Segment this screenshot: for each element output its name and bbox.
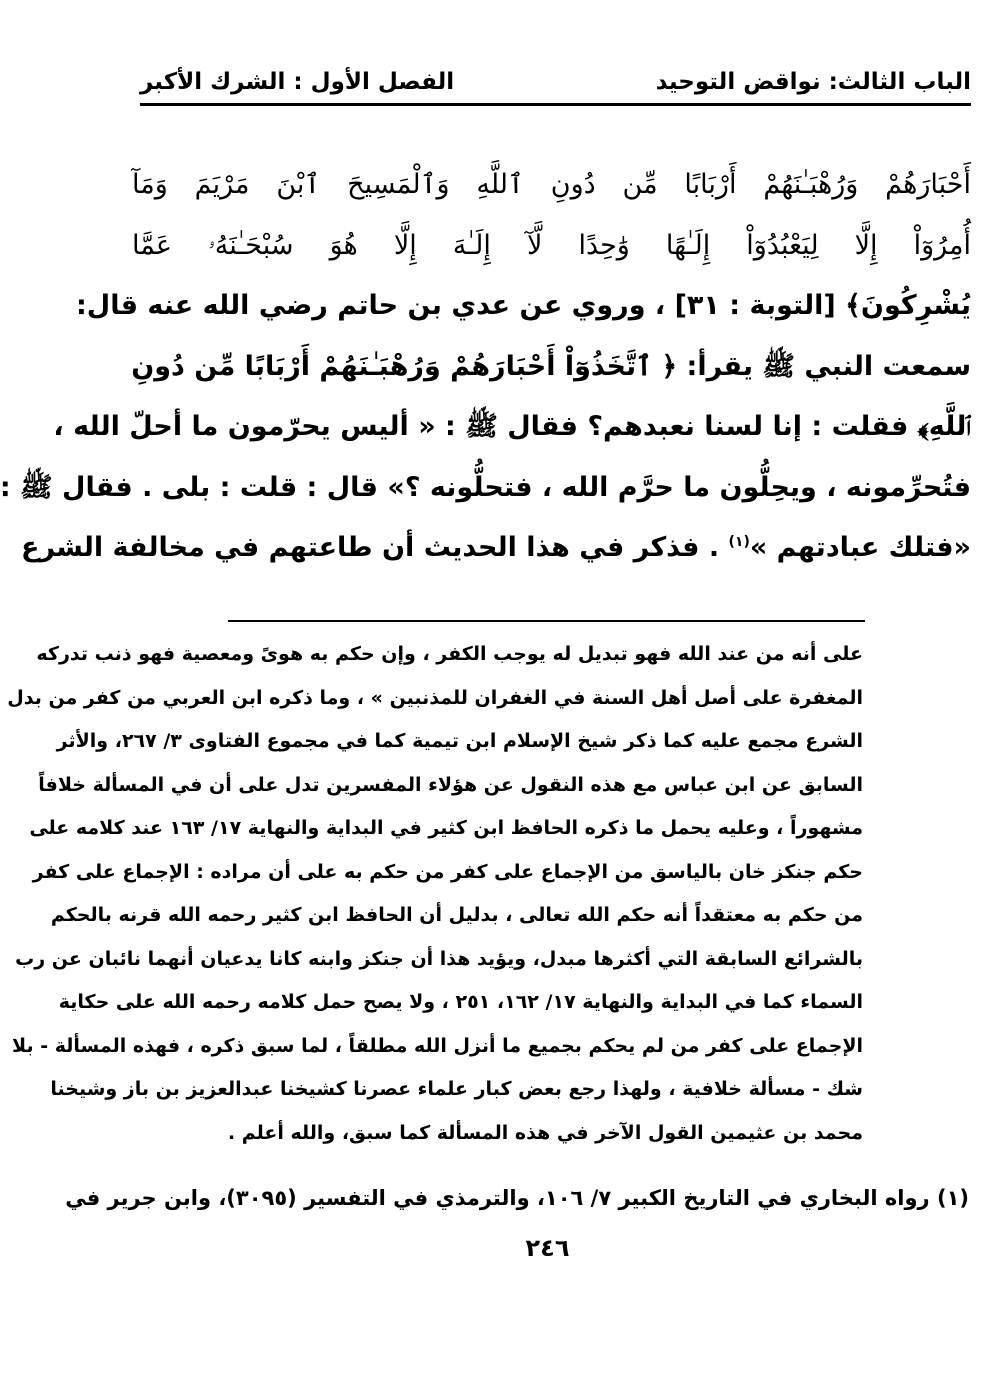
- header-divider: [140, 103, 971, 106]
- hadith-quote: «فتلك عبادتهم »: [749, 532, 971, 563]
- text-line: يُشْرِكُونَ﴾ [التوبة : ٣١] ، وروي عن عدي بن حاتم رضي الله عنه قال:: [75, 290, 971, 321]
- footnote-line: بالشرائع السابقة التي أكثرها مبدل، ويؤيد هذا أن جنكز وابنه كانا يدعيان أنهما نائبان عن رب: [15, 947, 863, 970]
- footnote-line: من حكم به معتقداً أنه حكم الله تعالى ، بدليل أن الحافظ ابن كثير رحمه الله قرنه بالحكم: [50, 904, 863, 926]
- footnote-line: حكم جنكز خان بالياسق من الإجماع على كفر من حكم به على أن مراده : الإجماع على كفر: [32, 860, 863, 883]
- chapter-title: الباب الثالث: نواقض التوحيد: [655, 69, 971, 95]
- footnote-divider: [228, 620, 865, 622]
- text-line: أَحْبَارَهُمْ وَرُهْبَـٰنَهُمْ أَرْبَابًا مِّن دُونِ ٱللَّهِ وَٱلْمَسِيحَ ٱبْنَ مَرْيَمَ وَمَآ: [132, 169, 971, 200]
- main-text: [0, 155, 971, 579]
- running-header: [140, 62, 971, 102]
- text-line: [21, 518, 971, 579]
- page-number: ٢٤٦: [525, 1234, 570, 1262]
- footnote-line: الشرع مجمع عليه كما ذكر شيخ الإسلام ابن تيمية كما في مجموع الفتاوى ٣/ ٢٦٧، والأثر: [56, 730, 863, 752]
- text-line: أُمِرُوٓاْ إِلَّا لِيَعْبُدُوٓاْ إِلَـٰهًا وَٰحِدًا لَّآ إِلَـٰهَ إِلَّا هُوَ سُبْحَـٰنَهُۥ عَمَّا: [132, 229, 971, 261]
- text-line: سمعت النبي ﷺ يقرأ: ﴿ ٱتَّخَذُوٓاْ أَحْبَارَهُمْ وَرُهْبَـٰنَهُمْ أَرْبَابًا مِّن دُونِ: [131, 350, 971, 382]
- footnote-line: المغفرة على أصل أهل السنة في الغفران للمذنبين » ، وما ذكره ابن العربي من كفر من بدل: [7, 686, 863, 709]
- footnotes-continued: [7, 633, 863, 1155]
- text-line: ٱللَّهِ﴾ فقلت : إنا لسنا نعبدهم؟ فقال ﷺ : « أليس يحرّمون ما أحلّ الله ،: [53, 411, 971, 442]
- footnote-reference[interactable]: (١): [728, 534, 750, 550]
- footnote-line: على أنه من عند الله فهو تبديل له يوجب الكفر ، وإن حكم به هوىً ومعصية فهو ذنب تدركه: [36, 643, 863, 665]
- footnote-line: مشهوراً ، وعليه يحمل ما ذكره الحافظ ابن كثير في البداية والنهاية ١٧/ ١٦٣ عند كلامه على: [29, 817, 863, 839]
- text-line: فتُحرِّمونه ، ويحِلُّون ما حرَّم الله ، فتحلُّونه ؟» قال : قلت : بلى . فقال ﷺ :: [0, 471, 971, 503]
- footnote-line: الإجماع على كفر من لم يحكم بجميع ما أنزل الله مطلقاً ، لما سبق ذكره ، فهذه المسألة - بلا: [12, 1034, 863, 1057]
- footnote-1: (١) رواه البخاري في التاريخ الكبير ٧/ ١٠٦، والترمذي في التفسير (٣٠٩٥)، وابن جرير في: [65, 1186, 969, 1210]
- footnote-line: محمد بن عثيمين القول الآخر في هذه المسألة كما سبق، والله أعلم .: [227, 1121, 863, 1144]
- section-title: الفصل الأول : الشرك الأكبر: [140, 69, 455, 95]
- text-fragment: . فذكر في هذا الحديث أن طاعتهم في مخالفة الشرع: [21, 532, 720, 563]
- footnote-line: السماء كما في البداية والنهاية ١٧/ ١٦٢، ٢٥١ ، ولا يصح حمل كلامه رحمه الله على حكاية: [58, 991, 863, 1013]
- footnote-line: شك - مسألة خلافية ، ولهذا رجع بعض كبار علماء عصرنا كشيخنا عبدالعزيز بن باز وشيخنا: [50, 1078, 863, 1100]
- footnote-line: السابق عن ابن عباس مع هذه النقول عن هؤلاء المفسرين تدل على أن في المسألة خلافاً: [38, 773, 863, 796]
